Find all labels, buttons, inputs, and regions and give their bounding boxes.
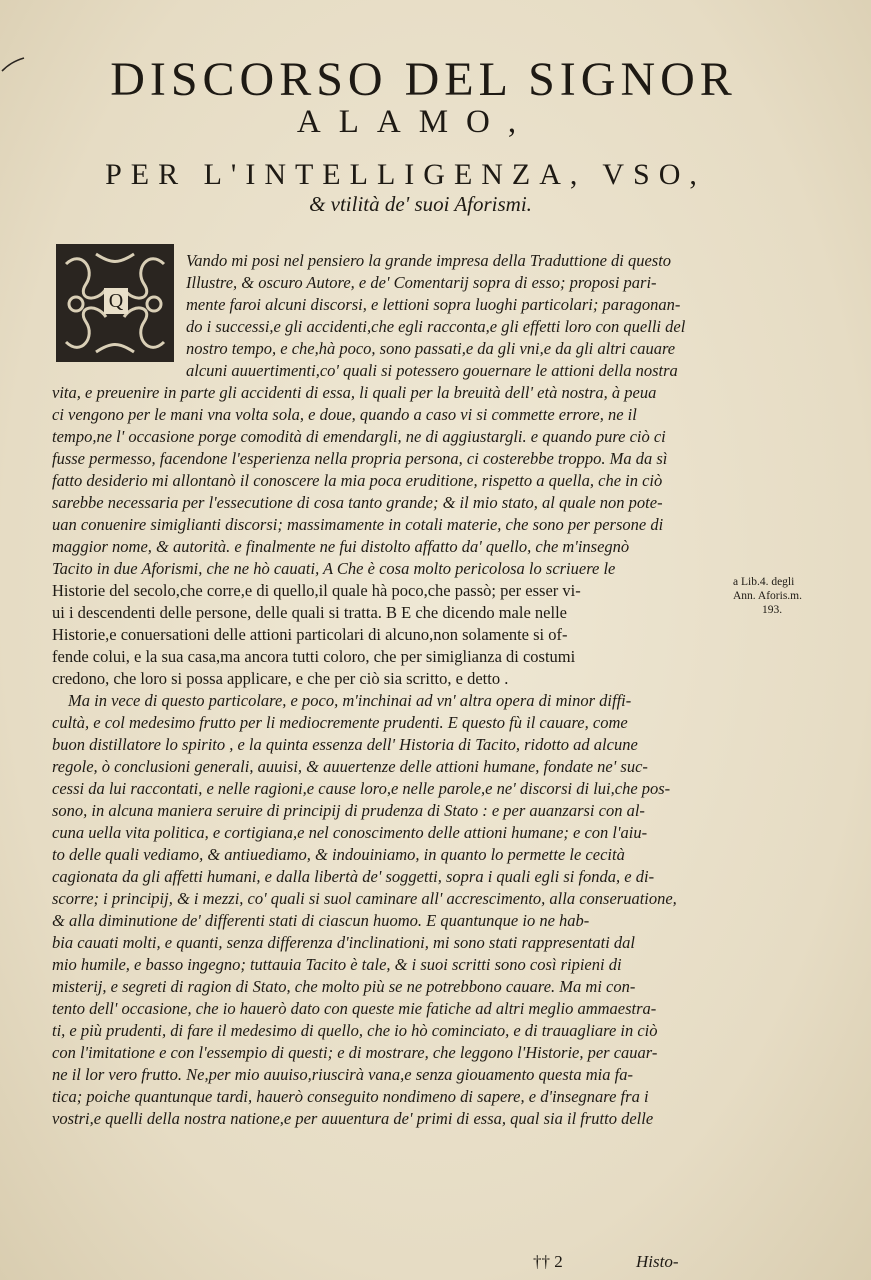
text-line: tempo,ne l' occasione porge comodità di emendargli, ne di aggiustargli. e quando pure ciò ci bbox=[52, 427, 666, 446]
text-line: bia cauati molti, e quanti, senza differenza d'inclinationi, mi sono stati rappresentati dal bbox=[52, 933, 635, 952]
text-line: credono, che loro si possa applicare, e che per ciò sia scritto, e detto . bbox=[52, 669, 509, 688]
text-line: sono, in alcuna maniera seruire di principij di prudenza di Stato : e per auanzarsi con al- bbox=[52, 801, 645, 820]
text-line: tica; poiche quantunque tardi, hauerò conseguito nondimeno di sapere, e d'insegnare fra i bbox=[52, 1087, 649, 1106]
title-line-3: PER L'INTELLIGENZA, VSO, bbox=[105, 158, 706, 191]
title-line-4: & vtilità de' suoi Aforismi. bbox=[309, 192, 532, 216]
text-line: cessi da lui raccontati, e nelle ragioni,e cause loro,e nelle parole,e ne' discorsi di lui,che pos- bbox=[52, 779, 671, 798]
text-line: fatto desiderio mi allontanò il conoscere la mia poca eruditione, rispetto a quella, che in ciò bbox=[52, 471, 663, 490]
initial-letter: Q bbox=[104, 288, 128, 314]
title-line-1: DISCORSO DEL SIGNOR bbox=[110, 53, 737, 106]
text-line: regole, ò conclusioni generali, auuisi, & auuertenze delle attioni humane, fondate ne' suc- bbox=[52, 757, 648, 776]
text-line: tento dell' occasione, che io hauerò dato con queste mie fatiche ad altri meglio ammaestra- bbox=[52, 999, 657, 1018]
text-line: do i successi,e gli accidenti,che egli racconta,e gli effetti loro con quelli del bbox=[186, 317, 686, 336]
text-line: Vando mi posi nel pensiero la grande impresa della Traduttione di questo bbox=[186, 251, 672, 270]
margin-note-line-3: 193. bbox=[762, 604, 783, 616]
text-line: misterij, e segreti di ragion di Stato, che molto più se ne potrebbono cauare. Ma mi con- bbox=[52, 977, 636, 996]
text-line: vita, e preuenire in parte gli accidenti di essa, li quali per la breuità dell' età nostra, à peua bbox=[52, 383, 657, 402]
title-line-2: ALAMO, bbox=[296, 104, 535, 140]
text-line: ui i descendenti delle persone, delle quali si tratta. B E che dicendo male nelle bbox=[52, 603, 567, 622]
text-line: nostro tempo, e che,hà poco, sono passati,e da gli vni,e da gli altri cauare bbox=[186, 339, 676, 358]
text-line: Ma in vece di questo particolare, e poco, m'inchinai ad vn' altra opera di minor diffi- bbox=[68, 691, 632, 710]
text-line: to delle quali vediamo, & antiuediamo, & indouiniamo, in quanto lo permette le cecità bbox=[52, 845, 625, 864]
margin-note-line-1: a Lib.4. degli bbox=[733, 576, 795, 588]
text-line: cagionata da gli affetti humani, e dalla libertà de' soggetti, sopra i quali egli si fonda, e di- bbox=[52, 867, 655, 886]
text-line: vostri,e quelli della nostra natione,e per auuentura de' primi di essa, qual sia il frutto delle bbox=[52, 1109, 654, 1128]
text-line: ne il lor vero frutto. Ne,per mio auuiso,riuscirà vana,e senza giouamento questa mia fa- bbox=[52, 1065, 633, 1084]
text-line: con l'imitatione e con l'essempio di questi; e di mostrare, che leggono l'Historie, per cauar- bbox=[52, 1043, 658, 1062]
text-line: fende colui, e la sua casa,ma ancora tutti coloro, che per simiglianza di costumi bbox=[52, 647, 576, 666]
text-line: sarebbe necessaria per l'essecutione di cosa tanto grande; & il mio stato, al quale non pote- bbox=[52, 493, 663, 512]
text-line: alcuni auuertimenti,co' quali si potessero gouernare le attioni della nostra bbox=[186, 361, 678, 380]
text-line: maggior nome, & autorità. e finalmente ne fui distolto affatto da' quello, che m'insegnò bbox=[52, 537, 630, 556]
text-line: mio humile, e basso ingegno; tuttauia Tacito è tale, & i suoi scritti sono così ripieni di bbox=[52, 955, 622, 974]
margin-note-line-2: Ann. Aforis.m. bbox=[733, 590, 802, 602]
text-line: Illustre, & oscuro Autore, e de' Comentarij sopra di esso; proposi pari- bbox=[186, 273, 657, 292]
text-line: scorre; i principij, & i mezzi, co' quali si suol caminare all' accrescimento, alla conseruatione, bbox=[52, 889, 677, 908]
text-line: Tacito in due Aforismi, che ne hò cauati, A Che è cosa molto pericolosa lo scriuere le bbox=[52, 559, 616, 578]
text-line: cuna uella vita politica, e cortigiana,e nel conoscimento delle attioni humane; e con l'aiu- bbox=[52, 823, 648, 842]
catchword: Histo- bbox=[636, 1252, 679, 1271]
text-line: & alla diminutione de' differenti stati di ciascun huomo. E quantunque io ne hab- bbox=[52, 911, 590, 930]
text-line: uan conuenire simiglianti discorsi; massimamente in cotali materie, che sono per persone di bbox=[52, 515, 664, 534]
text-line: Historie,e conuersationi delle attioni particolari di alcuno,non solamente si of- bbox=[52, 625, 568, 644]
text-line: cultà, e col medesimo frutto per li mediocremente prudenti. E questo fù il cauare, come bbox=[52, 713, 628, 732]
text-line: ci vengono per le mani vna volta sola, e doue, quando a caso vi si commette errore, ne il bbox=[52, 405, 637, 424]
text-line: mente faroi alcuni discorsi, e lettioni sopra luoghi particolari; paragonan- bbox=[186, 295, 681, 314]
text-line: buon distillatore lo spirito , e la quinta essenza dell' Historia di Tacito, ridotto ad alcune bbox=[52, 735, 638, 754]
text-line: Historie del secolo,che corre,e di quello,il quale hà poco,che passò; per esser vi- bbox=[52, 581, 581, 600]
text-line: fusse permesso, facendone l'esperienza nella propria persona, ci costerebbe troppo. Ma da sì bbox=[52, 449, 668, 468]
text-line: ti, e più prudenti, di fare il medesimo di quello, che io hò cominciato, e di trauagliare in ciò bbox=[52, 1021, 658, 1040]
signature-mark: †† 2 bbox=[533, 1252, 563, 1271]
